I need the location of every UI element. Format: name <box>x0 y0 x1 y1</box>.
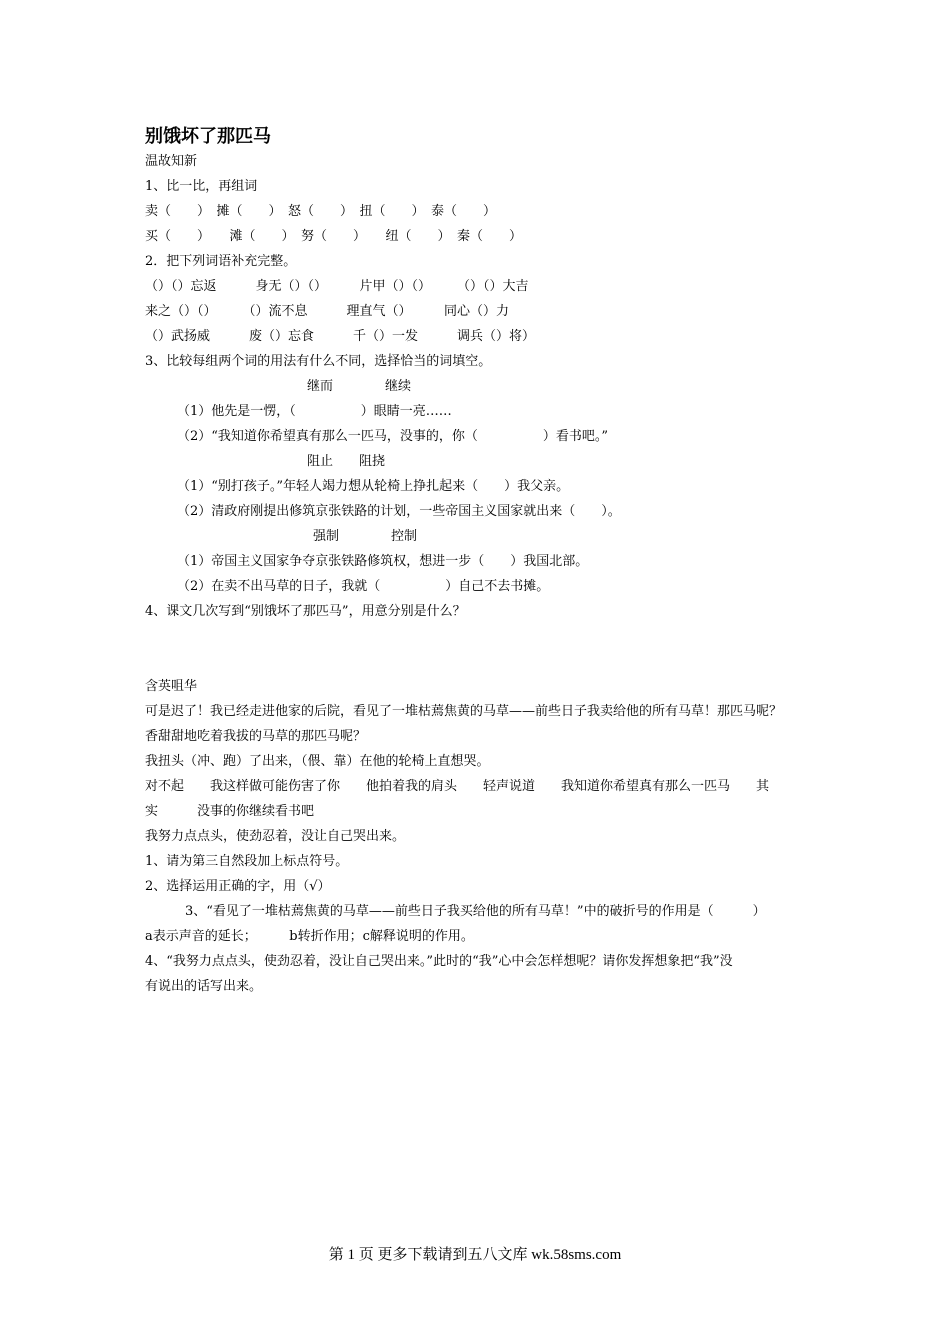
word-pair: 阻止 阻挠 <box>307 454 386 469</box>
section-heading: 含英咀华 <box>145 679 198 694</box>
exercise-line: 1、比一比，再组词 <box>145 179 258 194</box>
exercise-line: 卖（ ） 摊（ ） 怒（ ） 扭（ ） 泰（ ） <box>145 204 497 219</box>
exercise-line: （1）“别打孩子。”年轻人竭力想从轮椅上挣扎起来（ ）我父亲。 <box>177 479 570 494</box>
question-line: 4、“我努力点点头，使劲忍着，没让自己哭出来。”此时的“我”心中会怎样想呢？请你发挥想象把“我”没 <box>145 954 733 969</box>
question-line: 3、“看见了一堆枯蔫焦黄的马草——前些日子我买给他的所有马草！”中的破折号的作用是（ ） <box>185 904 766 919</box>
exercise-line: 3、比较每组两个词的用法有什么不同，选择恰当的词填空。 <box>145 354 492 369</box>
section-heading: 温故知新 <box>145 154 198 169</box>
exercise-line: 2．把下列词语补充完整。 <box>145 254 297 269</box>
exercise-line: 来之（）（） （）流不息 理直气（） 同心（）力 <box>145 304 510 319</box>
exercise-line: （1）他先是一愣，（ ）眼睛一亮…… <box>177 404 452 419</box>
exercise-line: （2）清政府刚提出修筑京张铁路的计划，一些帝国主义国家就出来（ ）。 <box>177 504 621 519</box>
exercise-line: （）（）忘返 身无（）（） 片甲（）（） （）（）大吉 <box>145 279 529 294</box>
exercise-line: （2）“我知道你希望真有那么一匹马，没事的，你（ ）看书吧。” <box>177 429 609 444</box>
passage-line: 香甜甜地吃着我拔的马草的那匹马呢？ <box>145 729 367 744</box>
exercise-line: （1）帝国主义国家争夺京张铁路修筑权，想进一步（ ）我国北部。 <box>177 554 589 569</box>
page-footer: 第 1 页 更多下载请到五八文库 wk.58sms.com <box>328 1247 622 1263</box>
exercise-line: （2）在卖不出马草的日子，我就（ ）自己不去书摊。 <box>177 579 550 594</box>
passage-line: 对不起 我这样做可能伤害了你 他拍着我的肩头 轻声说道 我知道你希望真有那么一匹马 其 <box>145 779 770 794</box>
word-pair: 继而 继续 <box>307 379 412 394</box>
passage-line: 可是迟了！我已经走进他家的后院，看见了一堆枯蔫焦黄的马草——前些日子我卖给他的所有马草！那匹马呢？ <box>145 704 783 719</box>
exercise-line: 4、课文几次写到“别饿坏了那匹马”，用意分别是什么？ <box>145 604 466 619</box>
exercise-line: （）武扬威 废（）忘食 千（）一发 调兵（）将） <box>145 329 536 344</box>
page-title: 别饿坏了那匹马 <box>145 126 271 147</box>
passage-line: 我扭头（冲、跑）了出来，（偎、靠）在他的轮椅上直想哭。 <box>145 754 490 769</box>
passage-line: 我努力点点头，使劲忍着，没让自己哭出来。 <box>145 829 406 844</box>
options-line: a表示声音的延长； b转折作用；c解释说明的作用。 <box>145 929 474 944</box>
question-line: 有说出的话写出来。 <box>145 979 263 994</box>
passage-line: 实 没事的你继续看书吧 <box>145 804 315 819</box>
question-line: 1、请为第三自然段加上标点符号。 <box>145 854 349 869</box>
question-line: 2、选择运用正确的字，用（√） <box>145 879 331 894</box>
exercise-line: 买（ ） 滩（ ） 努（ ） 纽（ ） 秦（ ） <box>145 229 523 244</box>
word-pair: 强制 控制 <box>313 529 418 544</box>
